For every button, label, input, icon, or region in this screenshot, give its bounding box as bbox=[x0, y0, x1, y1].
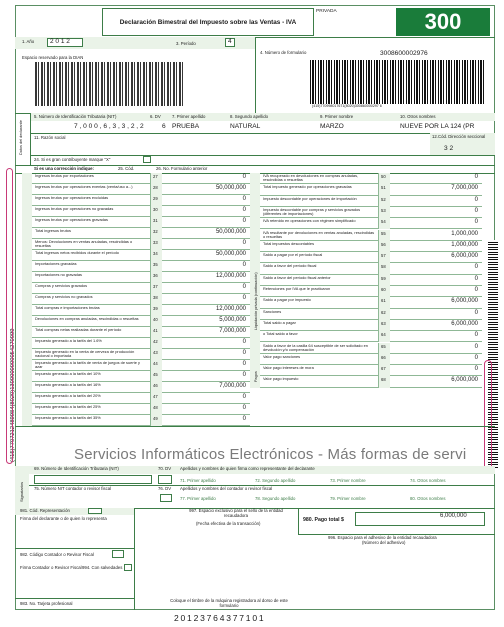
row-label: Saldo a favor del período fiscal bbox=[263, 264, 317, 269]
right-bracket-mark bbox=[484, 360, 492, 470]
row-label: Impuesto generado a la tarifa del 10% bbox=[35, 372, 101, 376]
row-label: Valor pago sanciones bbox=[263, 354, 301, 359]
nit-value: 7 , 0 0 0 , 6 , 3 , 3 , 2 , 2 bbox=[74, 123, 144, 130]
row-value[interactable]: 0 bbox=[474, 174, 478, 180]
row-label: Impuesto descontable por operaciones de importación bbox=[263, 196, 357, 201]
row-label: Total ingresos netos recibidos durante el período bbox=[35, 251, 119, 255]
ap2-label: 8. Segundo apellido bbox=[230, 114, 268, 119]
row-number: 30 bbox=[153, 207, 158, 212]
row-value[interactable]: 0 bbox=[242, 262, 246, 268]
form-row bbox=[260, 252, 482, 263]
form-row bbox=[32, 217, 250, 228]
row-value[interactable]: 0 bbox=[474, 219, 478, 226]
ap78-label: 78. Segundo apellido bbox=[255, 496, 296, 501]
row-number: 27 bbox=[153, 174, 158, 179]
form-row bbox=[32, 272, 250, 283]
form-row bbox=[32, 184, 250, 195]
row-label: Total impuestos descontables bbox=[263, 241, 315, 246]
form-row bbox=[32, 327, 250, 338]
nom80-label: 80. Otros nombres bbox=[410, 496, 446, 501]
row-number: 64 bbox=[381, 332, 386, 338]
row-number: 29 bbox=[153, 196, 158, 201]
nom74-label: 74. Otros nombres bbox=[410, 478, 446, 483]
dian-2d-code bbox=[35, 62, 185, 106]
bottom-number: 20123764377101 bbox=[174, 613, 266, 623]
ano-value: 2 0 1 2 bbox=[50, 38, 70, 45]
row-value[interactable]: 0 bbox=[474, 287, 478, 293]
form-row bbox=[260, 184, 482, 195]
ap71-label: 71. Primer apellido bbox=[180, 478, 216, 483]
nit-cont-label: 75. Número NIT contador o revisor fiscal bbox=[34, 486, 112, 491]
nom1-label: 9. Primer nombre bbox=[320, 114, 354, 119]
row-number: 45 bbox=[153, 372, 158, 377]
row-number: 42 bbox=[153, 339, 158, 344]
f982-field[interactable] bbox=[112, 550, 124, 558]
form-row bbox=[260, 230, 482, 241]
row-label: Ingresos brutos por operaciones no gravadas bbox=[35, 207, 114, 211]
left-bracket-mark bbox=[6, 168, 13, 464]
row-label: Impuesto generado en la venta de cerveza de producción nacional o importada bbox=[35, 350, 135, 359]
right-rows bbox=[260, 173, 482, 388]
row-number: 68 bbox=[381, 377, 386, 383]
form-row bbox=[260, 286, 482, 297]
row-value[interactable]: 50,000,000 bbox=[215, 229, 246, 235]
row-number: 33 bbox=[153, 240, 158, 245]
form-row bbox=[32, 338, 250, 349]
nom1-value: MARZO bbox=[320, 123, 344, 130]
row-value[interactable]: 0 bbox=[242, 218, 246, 224]
form-row bbox=[260, 331, 482, 342]
row-value[interactable]: 1,000,000 bbox=[451, 230, 478, 237]
form-row bbox=[32, 305, 250, 316]
row-label: IVA resultante por devoluciones en ventas anuladas, rescindidas o resueltas bbox=[263, 230, 375, 239]
dv76-field[interactable] bbox=[160, 494, 172, 502]
signatarios-label: Signatarios bbox=[19, 481, 24, 502]
ap72-label: 72. Segundo apellido bbox=[255, 478, 296, 483]
form-num-label: 4. Número de formulario bbox=[260, 50, 307, 55]
row-number: 44 bbox=[153, 361, 158, 366]
row-value[interactable]: 0 bbox=[474, 332, 478, 339]
f994-label: 994. Con salvedades bbox=[82, 565, 123, 570]
row-label: Impuesto generado a la tarifa del 35% bbox=[35, 416, 101, 420]
row-value[interactable]: 6,000,000 bbox=[451, 298, 478, 305]
firma-decl-label: Firma del declarante o de quien lo representa bbox=[20, 516, 107, 521]
row-number: 39 bbox=[153, 306, 158, 311]
row-number: 59 bbox=[381, 275, 386, 281]
row-number: 60 bbox=[381, 287, 386, 292]
row-label: IVA retenido en operaciones con régimen simplificado bbox=[263, 219, 356, 224]
datos-label: Datos del declarante bbox=[19, 120, 23, 155]
row-number: 36 bbox=[153, 273, 158, 278]
form-row bbox=[32, 294, 250, 305]
ano-label: 1. Año bbox=[22, 39, 35, 44]
row-value[interactable]: 0 bbox=[242, 174, 246, 180]
row-value[interactable]: 0 bbox=[242, 240, 246, 246]
form-row bbox=[32, 173, 250, 184]
nom2-label: 10. Otros nombres bbox=[400, 114, 436, 119]
row-value[interactable]: 0 bbox=[474, 196, 478, 203]
row-label: Valor pago intereses de mora bbox=[263, 366, 314, 371]
row-value[interactable]: 0 bbox=[242, 295, 246, 301]
dian-logo bbox=[20, 9, 78, 33]
f994-checkbox[interactable] bbox=[124, 564, 132, 571]
row-label: IVA recuperado en devoluciones en compras anuladas, rescindidas o resueltas bbox=[263, 174, 359, 183]
form-row bbox=[260, 173, 482, 184]
row-value[interactable]: 0 bbox=[242, 394, 246, 400]
row-value[interactable]: 6,000,000 bbox=[451, 377, 478, 384]
form-row bbox=[260, 297, 482, 308]
row-label: Total saldo a pagar bbox=[263, 320, 296, 325]
dv76-label: 76. DV bbox=[158, 486, 172, 491]
barcode-text: (415)770998017671(8020)300860000297 6 bbox=[312, 104, 382, 108]
row-value[interactable]: 0 bbox=[474, 366, 478, 373]
row-number: 54 bbox=[381, 219, 386, 225]
form-row bbox=[260, 207, 482, 218]
row-number: 61 bbox=[381, 298, 386, 304]
f996b-label: (Número del adhesivo) bbox=[362, 540, 406, 545]
row-value[interactable]: 50,000,000 bbox=[215, 251, 246, 257]
row-number: 40 bbox=[153, 317, 158, 322]
row-number: 43 bbox=[153, 350, 158, 355]
form-row bbox=[32, 250, 250, 261]
row-number: 50 bbox=[381, 174, 386, 179]
services-banner: Servicios Informáticos Electrónicos - Más formas de servi bbox=[74, 446, 467, 463]
f982-label: 982. Código Contador o Revisor Fiscal bbox=[20, 552, 94, 557]
periodo-label: 3. Período bbox=[176, 41, 196, 46]
form-row bbox=[32, 316, 250, 327]
form-row bbox=[32, 195, 250, 206]
vertical-code: (415)7707212489984(8020)1300000000054270099 bbox=[10, 328, 16, 462]
form-row bbox=[260, 320, 482, 331]
row-number: 65 bbox=[381, 343, 386, 349]
row-label: Total ingresos brutos bbox=[35, 229, 71, 233]
form-row bbox=[260, 343, 482, 354]
row-value[interactable]: 7,000,000 bbox=[451, 185, 478, 192]
row-label: Saldo a pagar por impuesto bbox=[263, 298, 311, 303]
row-number: 38 bbox=[153, 295, 158, 300]
row-value[interactable]: 0 bbox=[474, 309, 478, 316]
nit-label: 5. Número de Identificación Tributaria (NIT) bbox=[34, 114, 117, 119]
row-number: 35 bbox=[153, 262, 158, 267]
row-label: Importaciones no gravadas bbox=[35, 273, 82, 277]
form-num-value: 3008600002976 bbox=[380, 50, 428, 57]
form-row bbox=[32, 382, 250, 393]
form-row bbox=[32, 239, 250, 250]
left-rows bbox=[32, 173, 250, 426]
nom73-label: 73. Primer nombre bbox=[330, 478, 366, 483]
row-label: Ingresos brutos por operaciones exentas (venta/uso a...) bbox=[35, 185, 133, 189]
form-row bbox=[260, 263, 482, 274]
row-label: Impuesto generado a la tarifa del 16% bbox=[35, 383, 101, 387]
form-barcode bbox=[310, 60, 486, 104]
f981-field[interactable] bbox=[88, 508, 102, 514]
row-number: 34 bbox=[153, 251, 158, 256]
row-value[interactable]: 6,000,000 bbox=[451, 253, 478, 260]
row-value[interactable]: 0 bbox=[242, 196, 246, 202]
form-row bbox=[32, 404, 250, 415]
cod-label: 25. Cód. bbox=[118, 166, 135, 171]
correccion-label: Si es una corrección indique: bbox=[34, 166, 94, 171]
dv70-label: 70. DV bbox=[158, 466, 172, 471]
row-value[interactable]: 0 bbox=[242, 372, 246, 378]
form-row bbox=[32, 415, 250, 426]
row-label: Impuesto descontable por compras y servicios gravados (diferentes de importaciones) bbox=[263, 207, 361, 216]
row-value[interactable]: 0 bbox=[242, 350, 246, 356]
row-value[interactable]: 1,000,000 bbox=[451, 241, 478, 248]
row-number: 58 bbox=[381, 264, 386, 270]
dv-value: 6 bbox=[162, 123, 166, 130]
row-value[interactable]: 0 bbox=[242, 405, 246, 411]
razon-label: 11. Razón social bbox=[34, 135, 66, 140]
row-value[interactable]: 0 bbox=[242, 361, 246, 367]
row-number: 51 bbox=[381, 185, 386, 191]
form-title-box bbox=[102, 8, 314, 36]
row-label: Retenciones por IVA que le practicaron bbox=[263, 287, 331, 291]
row-value[interactable]: 0 bbox=[242, 207, 246, 213]
ap2-value: NATURAL bbox=[230, 123, 261, 130]
form-row bbox=[260, 376, 482, 387]
form-row bbox=[32, 283, 250, 294]
row-number: 67 bbox=[381, 366, 386, 372]
row-value[interactable]: 12,000,000 bbox=[215, 273, 246, 279]
row-value[interactable]: 0 bbox=[242, 339, 246, 345]
dv-label: 6. DV bbox=[150, 114, 161, 119]
f997-label: 997. Espacio exclusivo para el sello de la entidad recaudadora bbox=[189, 508, 283, 518]
pagos-label: Pagos bbox=[254, 371, 258, 382]
form-row bbox=[260, 354, 482, 365]
row-value[interactable]: 12,000,000 bbox=[215, 306, 246, 312]
sello-note: Coloque el timbre de la máquina registradora al dorso de este formulario bbox=[170, 598, 288, 609]
row-label: Saldo a pagar por el período fiscal bbox=[263, 253, 323, 258]
form-row bbox=[260, 309, 482, 320]
row-number: 48 bbox=[153, 405, 158, 410]
liquidacion-label: Liquidación privada (continuación) bbox=[254, 272, 258, 330]
form-row bbox=[32, 349, 250, 360]
form-row bbox=[260, 275, 482, 286]
privada-label: PRIVADA bbox=[316, 9, 337, 14]
f981-label: 981. Cód. Representación bbox=[20, 508, 70, 513]
row-value[interactable]: 6,000,000 bbox=[451, 320, 478, 327]
row-number: 56 bbox=[381, 241, 386, 247]
form-row bbox=[32, 206, 250, 217]
form-row bbox=[32, 393, 250, 404]
left-section-strip bbox=[22, 173, 32, 426]
f983-label: 983. No. Tarjeta profesional bbox=[20, 601, 73, 606]
row-label: Devoluciones en compras anuladas, rescindidas o resueltas bbox=[35, 317, 139, 321]
ant-label: 26. No. Formulario anterior bbox=[156, 166, 208, 171]
nom79-label: 79. Primer nombre bbox=[330, 496, 366, 501]
form-title: Declaración Bimestral del Impuesto sobre las Ventas - IVA bbox=[119, 18, 297, 26]
row-number: 49 bbox=[153, 416, 158, 421]
row-value[interactable]: 0 bbox=[474, 354, 478, 361]
rep-name-label: Apellidos y nombres de quien firma como representante del declarante bbox=[180, 466, 315, 471]
f996-label: 996. Espacio para el adhesivo de la entidad recaudadora bbox=[328, 535, 437, 540]
form-row bbox=[260, 196, 482, 207]
row-number: 57 bbox=[381, 253, 386, 259]
row-number: 63 bbox=[381, 320, 386, 326]
dv70-field[interactable] bbox=[158, 475, 172, 484]
row-number: 28 bbox=[153, 185, 158, 190]
row-value[interactable]: 0 bbox=[242, 284, 246, 290]
ap1-label: 7. Primer apellido bbox=[172, 114, 206, 119]
row-value[interactable]: 0 bbox=[474, 264, 478, 271]
form-row bbox=[32, 228, 250, 239]
gran-checkbox[interactable] bbox=[143, 156, 151, 163]
row-label: Importaciones gravadas bbox=[35, 262, 77, 266]
firma-cont-label: Firma Contador o Revisor Fiscal bbox=[20, 565, 82, 570]
row-label: Ingresos brutos por exportaciones bbox=[35, 174, 94, 178]
form-row bbox=[32, 360, 250, 371]
f980-label: 980. Pago total $ bbox=[303, 517, 344, 523]
ap77-label: 77. Primer apellido bbox=[180, 496, 216, 501]
row-number: 37 bbox=[153, 284, 158, 289]
row-number: 31 bbox=[153, 218, 158, 223]
row-value[interactable]: 0 bbox=[474, 343, 478, 350]
row-label: Saldo a favor del período fiscal anterior bbox=[263, 275, 331, 280]
cont-name-label: Apellidos y nombres del contador o revisor fiscal bbox=[180, 486, 273, 491]
f997b-label: (Fecha efectiva de la transacción) bbox=[196, 521, 261, 526]
row-value[interactable]: 7,000,000 bbox=[219, 383, 246, 389]
row-number: 62 bbox=[381, 309, 386, 315]
row-label: Sanciones bbox=[263, 309, 282, 314]
row-number: 55 bbox=[381, 230, 386, 236]
row-label: Total compras netas realizadas durante el período bbox=[35, 328, 122, 332]
row-label: Total impuesto generado por operaciones gravadas bbox=[263, 185, 352, 190]
form-row bbox=[260, 218, 482, 229]
row-label: Impuesto generado a la tarifa del 25% bbox=[35, 405, 101, 409]
row-label: Impuesto generado a la tarifa de venta de juegos de suerte y azar bbox=[35, 361, 140, 370]
row-label: Saldo a favor de la casilla 64 susceptible de ser solicitado en devolución y/o compensación bbox=[263, 343, 368, 352]
row-label: Menos: Devoluciones en ventas anuladas, rescindidas o resueltas bbox=[35, 240, 133, 249]
form-number: 300 bbox=[424, 9, 462, 34]
row-value[interactable]: 0 bbox=[242, 416, 246, 422]
row-value[interactable]: 7,000,000 bbox=[219, 328, 246, 334]
row-label: Ingresos brutos por operaciones excluidas bbox=[35, 196, 109, 200]
row-value[interactable]: 0 bbox=[474, 207, 478, 214]
row-number: 41 bbox=[153, 328, 158, 333]
form-row bbox=[32, 371, 250, 382]
row-number: 46 bbox=[153, 383, 158, 388]
row-label: o Total saldo a favor bbox=[263, 332, 298, 337]
form-row bbox=[260, 241, 482, 252]
nom2-value: NUEVE POR LA 124 (PR bbox=[400, 123, 475, 130]
nit-rep-label: 69. Número de Identificación Tributaria (NIT) bbox=[34, 466, 119, 471]
dian-space-label: Espacio reservado para la DIAN bbox=[22, 55, 84, 60]
ap1-value: PRUEBA bbox=[172, 123, 200, 130]
row-number: 47 bbox=[153, 394, 158, 399]
form-row bbox=[260, 365, 482, 376]
row-label: Valor pago impuesto bbox=[263, 377, 299, 382]
pago-total-value: 6,000,000 bbox=[440, 513, 467, 519]
row-value[interactable]: 0 bbox=[474, 275, 478, 282]
cod-dir-value: 3 2 bbox=[444, 145, 454, 152]
form-number-box bbox=[396, 8, 490, 36]
row-value[interactable]: 5,000,000 bbox=[219, 317, 246, 323]
form-row bbox=[32, 261, 250, 272]
row-number: 32 bbox=[153, 229, 158, 234]
row-label: Total compras e importaciones brutas bbox=[35, 306, 100, 310]
row-number: 66 bbox=[381, 354, 386, 360]
cod-dir-label: 12.Cód. Dirección seccional bbox=[432, 134, 486, 139]
periodo-value: 4 bbox=[228, 38, 232, 45]
row-label: Impuesto generado a la tarifa del 1.6% bbox=[35, 339, 102, 343]
gran-label: 24. Si es gran contribuyente marque "X" bbox=[34, 157, 111, 162]
row-number: 52 bbox=[381, 196, 386, 202]
row-value[interactable]: 50,000,000 bbox=[215, 185, 246, 191]
row-label: Impuesto generado a la tarifa del 20% bbox=[35, 394, 101, 398]
row-label: Ingresos brutos por operaciones gravadas bbox=[35, 218, 108, 222]
row-number: 53 bbox=[381, 207, 386, 213]
nit-rep-field[interactable] bbox=[34, 475, 152, 484]
row-label: Compras y servicios no gravados bbox=[35, 295, 93, 299]
row-label: Compras y servicios gravados bbox=[35, 284, 88, 288]
